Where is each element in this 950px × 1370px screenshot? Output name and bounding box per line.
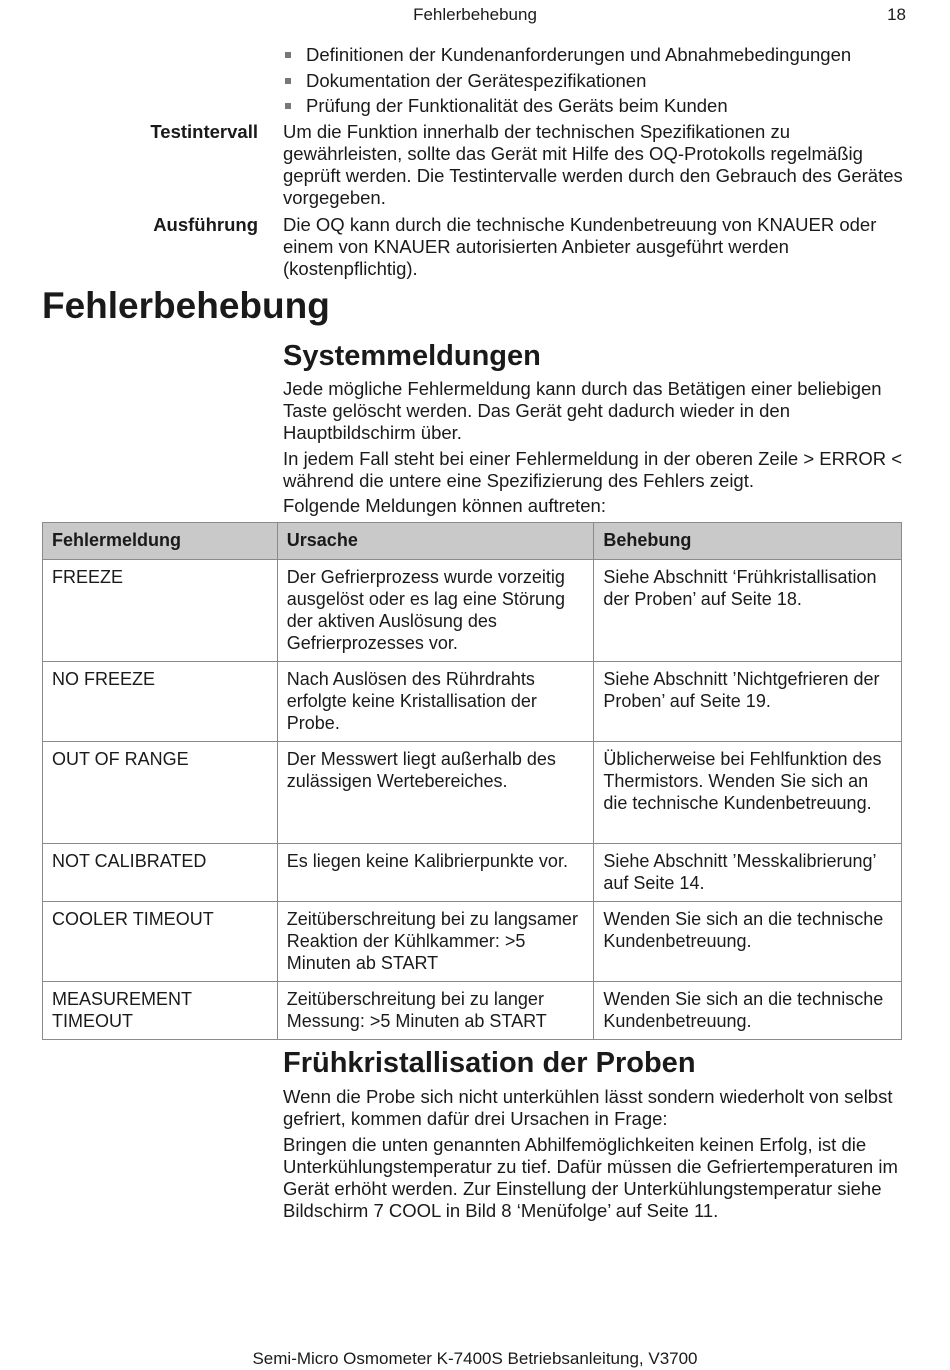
table-cell: Der Messwert liegt außerhalb des zulässigen Wertebereiches. — [277, 742, 594, 844]
systemmeldungen-heading: Systemmeldungen — [283, 340, 541, 372]
table-row — [43, 902, 902, 982]
table-cell: Siehe Abschnitt ’Messkalibrierung’ auf Seite 14. — [594, 844, 902, 902]
column-header: Ursache — [277, 523, 594, 560]
table-cell: FREEZE — [43, 560, 278, 662]
column-header: Fehlermeldung — [43, 523, 278, 560]
table-cell: Es liegen keine Kalibrierpunkte vor. — [277, 844, 594, 902]
fruehkristallisation-paragraph: Bringen die unten genannten Abhilfemöglichkeiten keinen Erfolg, ist die Unterkühlungstemperatur zu tief. Dafür müssen die Gefriertemperaturen im Gerät erhöht werden. Zur Einstellung der Unterkühlungstemperatur siehe Bildschirm 7 COOL in Bild 8 ‘Menüfolge’ auf Seite 11. — [283, 1134, 898, 1221]
table-cell: Siehe Abschnitt ‘Frühkristallisation der Proben’ auf Seite 18. — [594, 560, 902, 662]
column-header: Behebung — [594, 523, 902, 560]
error-message-table — [42, 522, 902, 1040]
table-cell: Wenden Sie sich an die technische Kundenbetreuung. — [594, 982, 902, 1040]
ausfuehrung-label: Ausführung — [153, 214, 258, 235]
table-row — [43, 982, 902, 1040]
table-header-row — [43, 523, 902, 560]
table-row — [43, 742, 902, 844]
page-footer: Semi-Micro Osmometer K-7400S Betriebsanleitung, V3700 — [252, 1349, 698, 1368]
bullet-item: Dokumentation der Gerätespezifikationen — [283, 68, 851, 94]
table-row — [43, 560, 902, 662]
table-cell: COOLER TIMEOUT — [43, 902, 278, 982]
table-cell: Wenden Sie sich an die technische Kundenbetreuung. — [594, 902, 902, 982]
systemmeldungen-paragraph: In jedem Fall steht bei einer Fehlermeldung in der oberen Zeile > ERROR < während die untere eine Spezifizierung des Fehlers zeigt. — [283, 448, 903, 491]
table-cell: Üblicherweise bei Fehlfunktion des Thermistors. Wenden Sie sich an die technische Kundenbetreuung. — [594, 742, 902, 844]
systemmeldungen-paragraph: Folgende Meldungen können auftreten: — [283, 495, 606, 516]
fruehkristallisation-paragraph: Wenn die Probe sich nicht unterkühlen lässt sondern wiederholt von selbst gefriert, kommen dafür drei Ursachen in Frage: — [283, 1086, 893, 1129]
page-number: 18 — [887, 5, 906, 24]
table-cell: NO FREEZE — [43, 662, 278, 742]
table-cell: MEASUREMENT TIMEOUT — [43, 982, 278, 1040]
section-heading: Fehlerbehebung — [42, 285, 330, 326]
table-row — [43, 662, 902, 742]
table-cell: Siehe Abschnitt ’Nichtgefrieren der Proben’ auf Seite 19. — [594, 662, 902, 742]
table-cell: Nach Auslösen des Rührdrahts erfolgte keine Kristallisation der Probe. — [277, 662, 594, 742]
table-cell: OUT OF RANGE — [43, 742, 278, 844]
fruehkristallisation-heading: Frühkristallisation der Proben — [283, 1047, 696, 1079]
testintervall-text: Um die Funktion innerhalb der technischen Spezifikationen zu gewährleisten, sollte das Gerät mit Hilfe des OQ-Protokolls regelmäßig geprüft werden. Die Testintervalle werden durch den Gebrauch des Gerätes vorgegeben. — [283, 121, 903, 208]
bullet-item: Definitionen der Kundenanforderungen und Abnahmebedingungen — [283, 42, 851, 68]
running-header: Fehlerbehebung — [413, 5, 537, 24]
table-cell: Zeitüberschreitung bei zu langsamer Reaktion der Kühlkammer: >5 Minuten ab START — [277, 902, 594, 982]
table-row — [43, 844, 902, 902]
ausfuehrung-text: Die OQ kann durch die technische Kundenbetreuung von KNAUER oder einem von KNAUER autorisierten Anbieter ausgeführt werden (kostenpflichtig). — [283, 214, 877, 279]
table-cell: Der Gefrierprozess wurde vorzeitig ausgelöst oder es lag eine Störung der aktiven Auslösung des Gefrierprozesses vor. — [277, 560, 594, 662]
table-cell: NOT CALIBRATED — [43, 844, 278, 902]
table-cell: Zeitüberschreitung bei zu langer Messung: >5 Minuten ab START — [277, 982, 594, 1040]
bullet-item: Prüfung der Funktionalität des Geräts beim Kunden — [283, 93, 851, 119]
qualification-bullet-list — [283, 42, 851, 119]
testintervall-label: Testintervall — [150, 121, 258, 142]
systemmeldungen-paragraph: Jede mögliche Fehlermeldung kann durch das Betätigen einer beliebigen Taste gelöscht werden. Das Gerät geht dadurch wieder in den Hauptbildschirm über. — [283, 378, 882, 443]
